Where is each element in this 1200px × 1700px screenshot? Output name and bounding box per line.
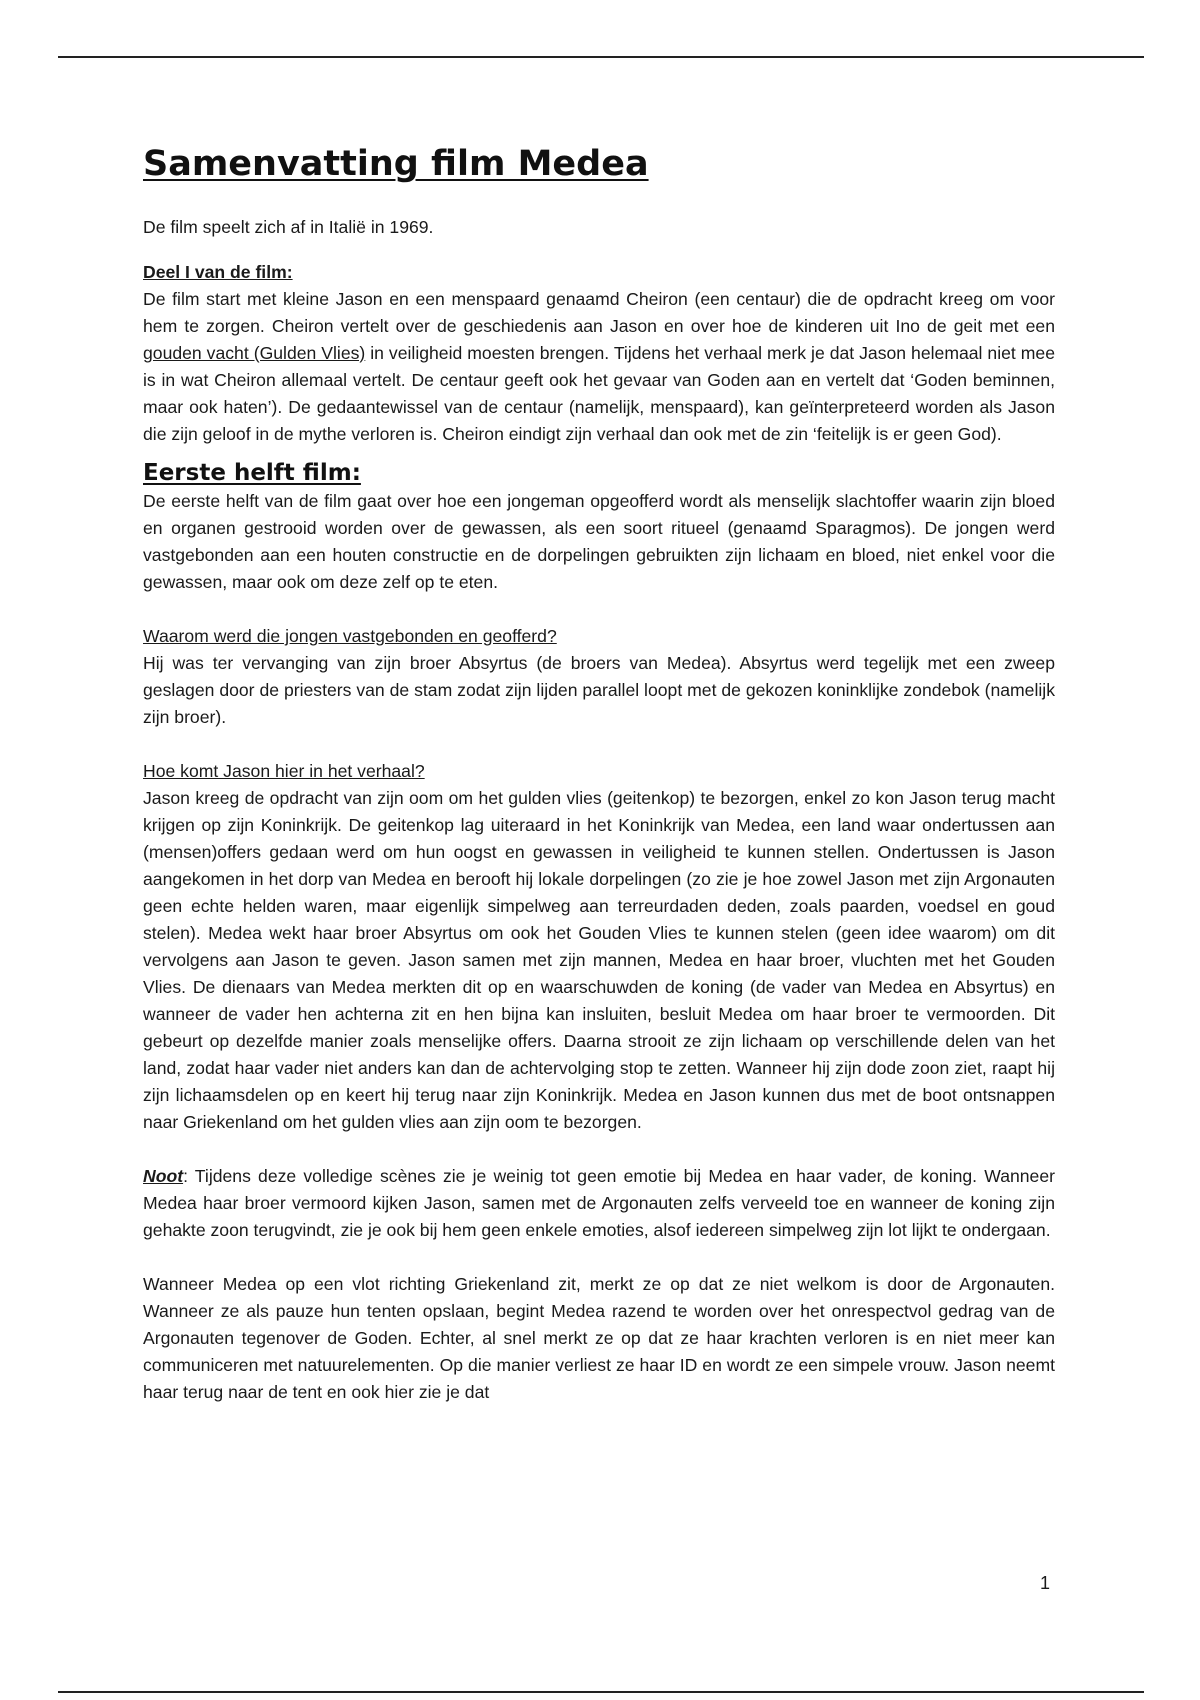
question2-heading: Hoe komt Jason hier in het verhaal?	[143, 761, 425, 781]
part1-paragraph	[143, 286, 1055, 448]
note-label: Noot	[143, 1166, 184, 1186]
part1-text-after: in veiligheid moesten brengen. Tijdens het verhaal merk je dat Jason helemaal niet mee is in wat Cheiron allemaal vertelt. De centaur geeft ook het gevaar van Goden aan en vertelt dat ‘Goden beminnen, maar ook haten’). De gedaantewissel van de centaur (namelijk, menspaard), kan geïnterpreteerd worden als Jason die zijn geloof in de mythe verloren is. Cheiron eindigt zijn verhaal dan ook met de zin ‘feitelijk is er geen God).	[143, 343, 1056, 444]
question1-heading: Waarom werd die jongen vastgebonden en geofferd?	[143, 626, 557, 646]
part1-text-before: De film start met kleine Jason en een menspaard genaamd Cheiron (een centaur) die de opdracht kreeg om voor hem te zorgen. Cheiron vertelt over de geschiedenis aan Jason en over hoe de kinderen uit Ino de geit met een	[143, 289, 1055, 336]
header-rule	[58, 56, 1144, 58]
question2-paragraph: Jason kreeg de opdracht van zijn oom om het gulden vlies (geitenkop) te bezorgen, enkel zo kon Jason terug macht krijgen op zijn Koninkrijk. De geitenkop lag uiteraard in het Koninkrijk van Medea, een land waar ondertussen aan (mensen)offers gedaan werd om hun oogst en gewassen in veiligheid te kunnen stellen. Ondertussen is Jason aangekomen in het dorp van Medea en berooft hij lokale dorpelingen (zo zie je hoe zowel Jason met zijn Argonauten geen echte helden waren, maar eigenlijk simpelweg aan terreurdaden deden, zoals paarden, voedsel en goud stelen). Medea wekt haar broer Absyrtus om ook het Gouden Vlies te kunnen stelen (geen idee waarom) om dit vervolgens aan Jason te geven. Jason samen met zijn mannen, Medea en haar broer, vluchten met het Gouden Vlies. De dienaars van Medea merkten dit op en waarschuwden de koning (de vader van Medea en Absyrtus) en wanneer de vader hen achterna zit en hen bijna kan insluiten, besluit Medea om haar broer te vermoorden. Dit gebeurt op dezelfde manier zoals menselijke offers. Daarna strooit ze zijn lichaam op verschillende delen van het land, zodat haar vader niet anders kan dan de achtervolging stop te zetten. Wanneer hij zijn dode zoon ziet, raapt hij zijn lichaamsdelen op en keert hij terug naar zijn Koninkrijk. Medea en Jason kunnen dus met de boot ontsnappen naar Griekenland om het gulden vlies aan zijn oom te bezorgen.	[143, 788, 1055, 1132]
document-body	[143, 138, 1055, 1406]
intro-paragraph: De film speelt zich af in Italië in 1969.	[143, 217, 434, 237]
part1-heading: Deel I van de film:	[143, 262, 293, 282]
last-paragraph: Wanneer Medea op een vlot richting Griekenland zit, merkt ze op dat ze niet welkom is door de Argonauten. Wanneer ze als pauze hun tenten opslaan, begint Medea razend te worden over het onrespectvol gedrag van de Argonauten tegenover de Goden. Echter, al snel merkt ze op dat ze haar krachten verloren is en niet meer kan communiceren met natuurelementen. Op die manier verliest ze haar ID en wordt ze een simpele vrouw. Jason neemt haar terug naar de tent en ook hier zie je dat	[143, 1274, 1055, 1402]
document-title: Samenvatting film Medea	[143, 144, 649, 184]
golden-fleece-underlined: gouden vacht (Gulden Vlies)	[143, 343, 366, 363]
spacer	[143, 596, 1055, 623]
spacer	[143, 1244, 1055, 1271]
page-number: 1	[1040, 1573, 1051, 1593]
first-half-paragraph: De eerste helft van de film gaat over hoe een jongeman opgeofferd wordt als menselijk slachtoffer waarin zijn bloed en organen gestrooid worden over de gewassen, als een soort ritueel (genaamd Sparagmos). De jongen werd vastgebonden aan een houten constructie en de dorpelingen gebruikten zijn lichaam en bloed, niet enkel voor die gewassen, maar ook om deze zelf op te eten.	[143, 491, 1055, 592]
spacer	[143, 1136, 1055, 1163]
footer-rule	[58, 1691, 1144, 1693]
note-text: : Tijdens deze volledige scènes zie je weinig tot geen emotie bij Medea en haar vader, de koning. Wanneer Medea haar broer vermoord kijken Jason, samen met de Argonauten zelfs verveeld toe en wanneer de koning zijn gehakte zoon terugvindt, zie je ook bij hem geen enkele emoties, alsof iedereen simpelweg zijn lot lijkt te ondergaan.	[143, 1166, 1055, 1240]
spacer	[143, 731, 1055, 758]
note-paragraph	[143, 1163, 1055, 1244]
question1-paragraph: Hij was ter vervanging van zijn broer Absyrtus (de broers van Medea). Absyrtus werd tegelijk met een zweep geslagen door de priesters van de stam zodat zijn lijden parallel loopt met de gekozen koninklijke zondebok (namelijk zijn broer).	[143, 653, 1055, 727]
first-half-heading: Eerste helft film:	[143, 460, 361, 486]
